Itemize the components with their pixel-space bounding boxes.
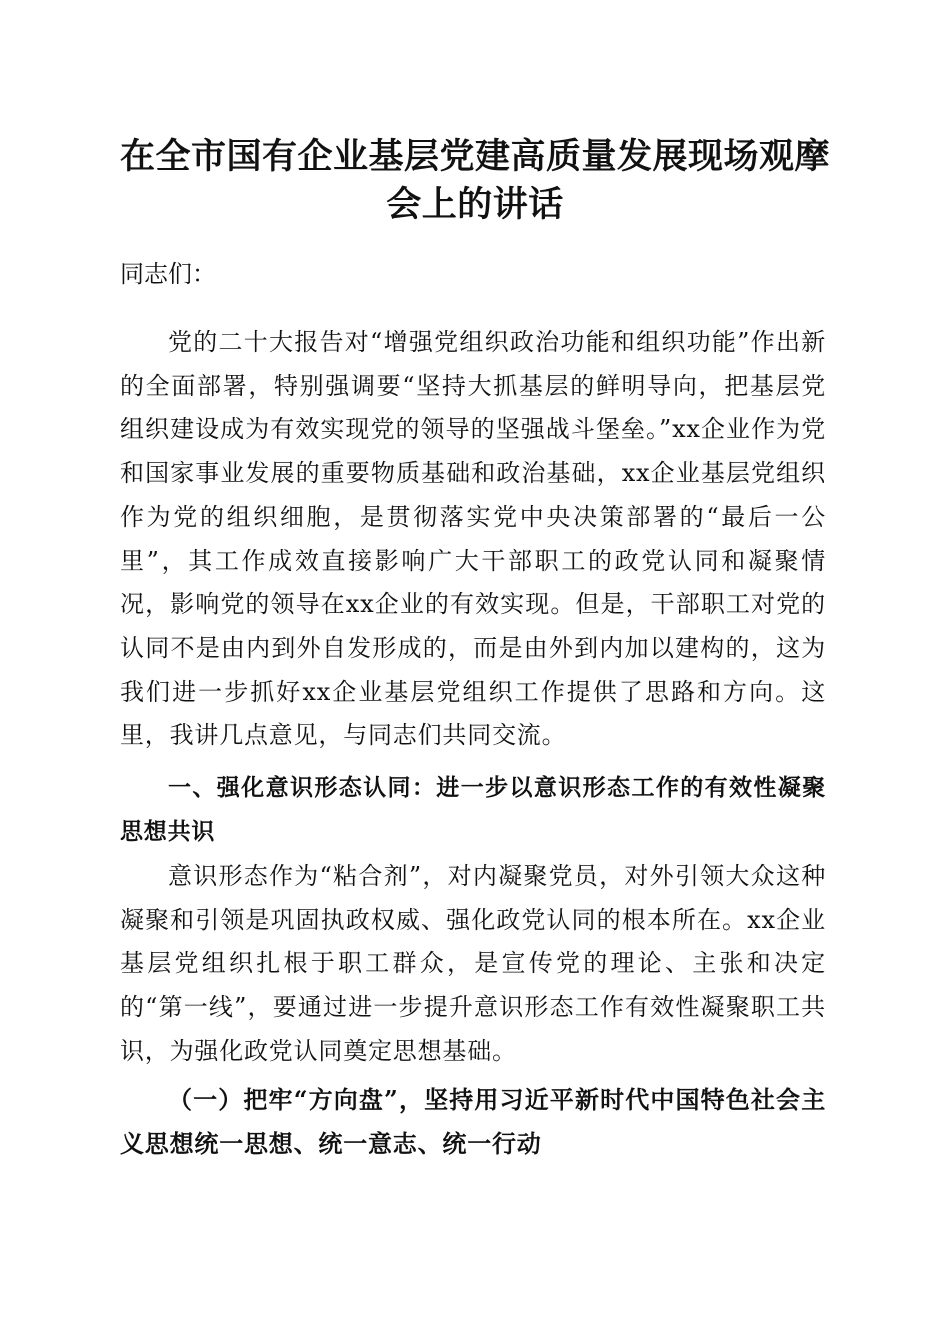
- subsection-heading: （一）把牢“方向盘”，坚持用习近平新时代中国特色社会主义思想统一思想、统一意志、统一行动: [120, 1085, 826, 1158]
- section-heading: 一、强化意识形态认同：进一步以意识形态工作的有效性凝聚思想共识: [120, 775, 826, 845]
- body-paragraph: 党的二十大报告对“增强党组织政治功能和组织功能”作出新的全面部署，特别强调要“坚持大抓基层的鲜明导向，把基层党组织建设成为有效实现党的领导的坚强战斗堡垒。”xx企业作为党和国家事业发展的重要物质基础和政治基础，xx企业基层党组织作为党的组织细胞，是贯彻落实党中央决策部署的“最后一公里”，其工作成效直接影响广大干部职工的政党认同和凝聚情况，影响党的领导在xx企业的有效实现。但是，干部职工对党的认同不是由内到外自发形成的，而是由外到内加以建构的，这为我们进一步抓好xx企业基层党组织工作提供了思路和方向。这里，我讲几点意见，与同志们共同交流。: [120, 328, 826, 750]
- document-title: 在全市国有企业基层党建高质量发展现场观摩会上的讲话: [119, 137, 830, 225]
- body-paragraph: 意识形态作为“粘合剂”，对内凝聚党员，对外引领大众这种凝聚和引领是巩固执政权威、强化政党认同的根本所在。xx企业基层党组织扎根于职工群众，是宣传党的理论、主张和决定的“第一线”，要通过进一步提升意识形态工作有效性凝聚职工共识，为强化政党认同奠定思想基础。: [120, 862, 826, 1065]
- salutation: 同志们：: [120, 260, 216, 288]
